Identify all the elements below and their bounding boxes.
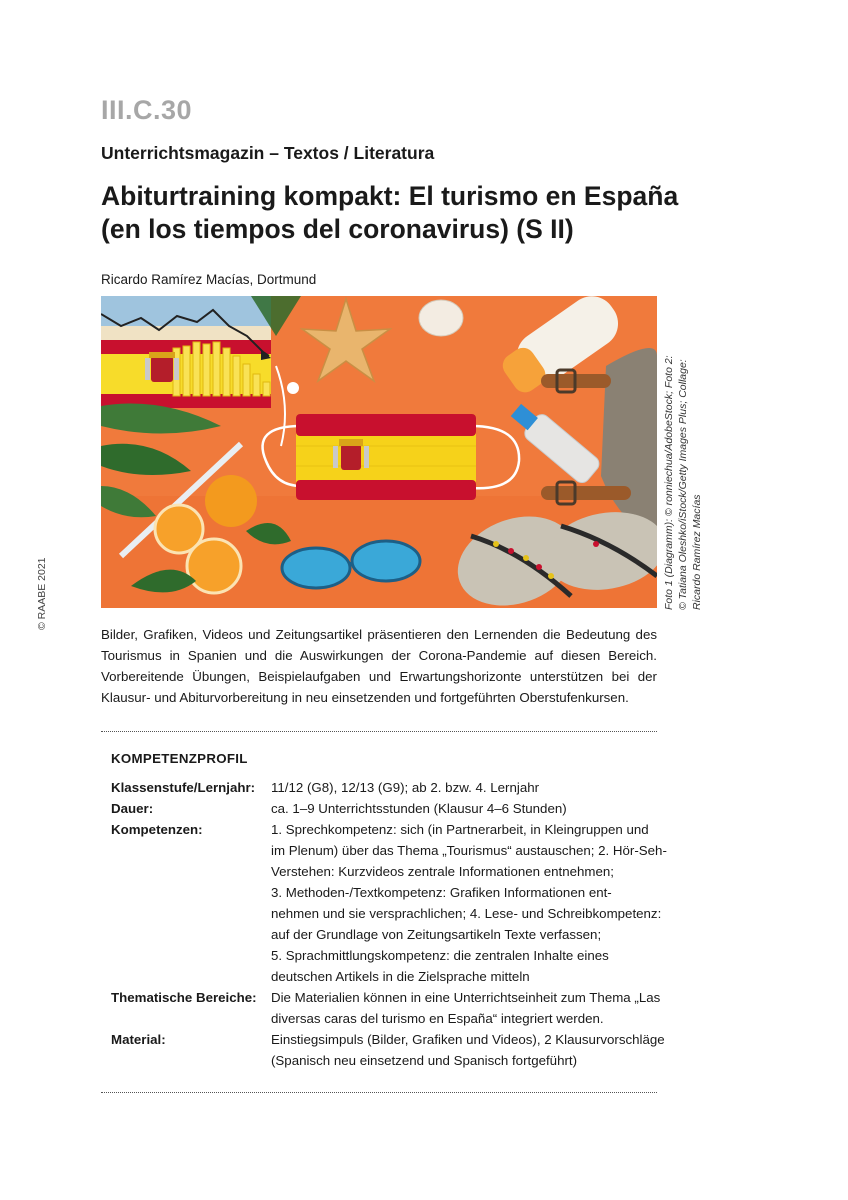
profile-row-duration	[111, 798, 651, 819]
series-title: Unterrichtsmagazin – Textos / Literatura	[101, 143, 435, 163]
profile-value-line: im Plenum) über das Thema „Tourismus“ austauschen; 2. Hör-Seh-	[271, 843, 667, 858]
profile-row-grade	[111, 777, 651, 798]
photo-credit-line: © Tatiana Oleshko/iStock/Getty Images Plus; Collage:	[677, 359, 689, 610]
competence-profile-heading: KOMPETENZPROFIL	[111, 751, 248, 766]
profile-value-line: ca. 1–9 Unterrichtsstunden (Klausur 4–6 Stunden)	[271, 801, 567, 816]
profile-label: Thematische Bereiche:	[111, 990, 257, 1005]
profile-row-themes	[111, 987, 661, 1029]
cover-collage-image	[101, 296, 657, 608]
copyright-notice	[36, 555, 50, 630]
abstract-text: Bilder, Grafiken, Videos und Zeitungsartikel präsentieren den Lernenden die Bedeutung des Tourismus in Spanien und die Auswirkungen der Corona-Pandemie auf diesen Bereich. Vorbereitende Übungen, Beispielaufgaben und Erwartungshorizonte unterstützen bei der Klausur- und Abiturvorbereitung in neu einsetzenden und fortgeführten Oberstufenkursen.	[101, 627, 657, 705]
profile-value	[271, 819, 667, 987]
profile-value-line: deutschen Artikels in die Zielsprache mitteln	[271, 969, 530, 984]
profile-label: Material:	[111, 1032, 166, 1047]
profile-value	[271, 777, 646, 798]
profile-row-material	[111, 1029, 665, 1071]
profile-value	[271, 1029, 665, 1071]
profile-value-line: nehmen und sie versprachlichen; 4. Lese- und Schreibkompetenz:	[271, 906, 662, 921]
title-line-1: Abiturtraining kompakt: El turismo en España	[101, 181, 679, 211]
photo-credit	[662, 352, 707, 610]
profile-value	[271, 798, 646, 819]
photo-credit-line: Ricardo Ramírez Macías	[691, 494, 703, 610]
dotted-divider	[101, 731, 657, 732]
profile-value-line: 5. Sprachmittlungskompetenz: die zentralen Inhalte eines	[271, 948, 609, 963]
profile-label: Klassenstufe/Lernjahr:	[111, 780, 256, 795]
profile-label: Kompetenzen:	[111, 822, 203, 837]
profile-row-competences	[111, 819, 667, 987]
copyright-text: © RAABE 2021	[36, 557, 48, 630]
unit-code: III.C.30	[101, 95, 193, 125]
page-title	[101, 180, 701, 246]
profile-value-line: Die Materialien können in eine Unterrichtseinheit zum Thema „Las	[271, 990, 661, 1005]
author: Ricardo Ramírez Macías, Dortmund	[101, 272, 317, 287]
profile-value-line: diversas caras del turismo en España“ integriert werden.	[271, 1011, 604, 1026]
profile-value	[271, 987, 661, 1029]
photo-credit-line: Foto 1 (Diagramm): © ronniechua/AdobeStock; Foto 2:	[663, 355, 675, 610]
dotted-divider	[101, 1092, 657, 1093]
profile-label: Dauer:	[111, 801, 154, 816]
profile-value-line: 1. Sprechkompetenz: sich (in Partnerarbeit, in Kleingruppen und	[271, 822, 649, 837]
profile-value-line: (Spanisch neu einsetzend und Spanisch fortgeführt)	[271, 1053, 578, 1068]
profile-value-line: auf der Grundlage von Zeitungsartikeln Texte verfassen;	[271, 927, 602, 942]
profile-value-line: 3. Methoden-/Textkompetenz: Grafiken Informationen ent-	[271, 885, 612, 900]
competence-profile	[111, 777, 667, 1071]
profile-value-line: Verstehen: Kurzvideos zentrale Informationen entnehmen;	[271, 864, 614, 879]
tourism-chart-inset	[101, 296, 271, 408]
title-line-2: (en los tiempos del coronavirus) (S II)	[101, 214, 574, 244]
profile-value-line: Einstiegsimpuls (Bilder, Grafiken und Videos), 2 Klausurvorschläge	[271, 1032, 665, 1047]
profile-value-line: 11/12 (G8), 12/13 (G9); ab 2. bzw. 4. Lernjahr	[271, 780, 540, 795]
